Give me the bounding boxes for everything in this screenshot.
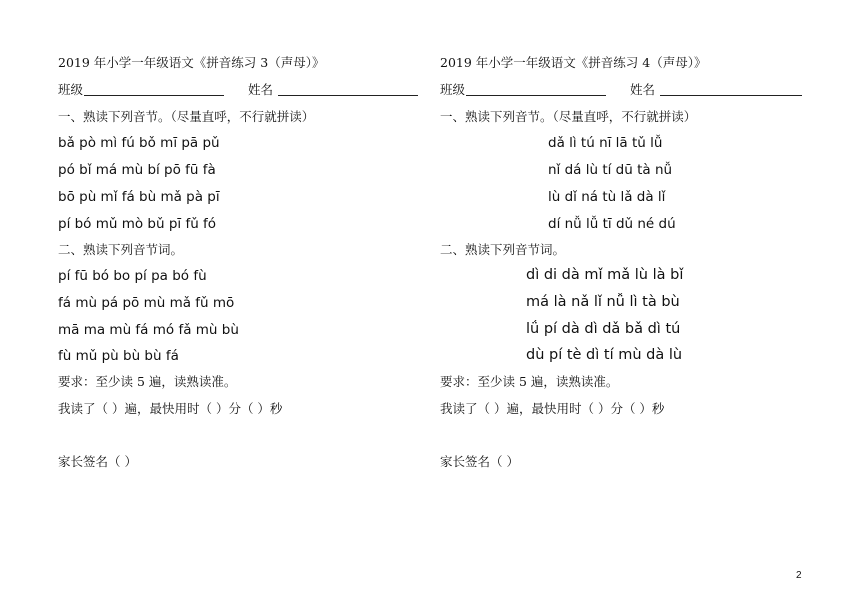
syllable-row: pó bǐ má mù bí pō fū fà (58, 162, 216, 178)
syllable-row: lù dǐ ná tù lǎ dà lǐ (548, 189, 666, 205)
section1-heading: 一、熟读下列音节。（尽量直呼，不行就拼读） (440, 109, 697, 124)
syllable-row: bǎ pò mì fú bǒ mī pā pǔ (58, 135, 220, 151)
worksheet-title: 2019 年小学一年级语文《拼音练习 3（声母）》 (58, 55, 325, 70)
word-row: mā ma mù fá mó fǎ mù bù (58, 322, 239, 338)
requirement-text: 要求：至少读 5 遍，读熟读准。 (58, 374, 237, 389)
worksheet-left (58, 0, 438, 608)
class-label: 班级 (440, 82, 466, 97)
section2-heading: 二、熟读下列音节词。 (440, 242, 566, 257)
word-row: lǘ pí dà dì dǎ bǎ dì tú (526, 321, 681, 337)
class-blank (466, 95, 606, 96)
parent-signature: 家长签名（ ） (440, 454, 519, 469)
word-row: fá mù pá pō mù mǎ fǔ mō (58, 295, 235, 311)
syllable-row: dǎ lì tú nī lā tǔ lǚ (548, 135, 663, 151)
class-label: 班级 (58, 82, 84, 97)
parent-signature: 家长签名（ ） (58, 454, 137, 469)
word-row: má là nǎ lǐ nǚ lì tà bù (526, 294, 680, 310)
word-row: pí fū bó bo pí pa bó fù (58, 268, 207, 284)
syllable-row: dí nǚ lǚ tī dǔ né dú (548, 216, 676, 232)
word-row: dù pí tè dì tí mù dà lù (526, 347, 683, 363)
name-blank (660, 95, 802, 96)
worksheet-right (440, 0, 820, 608)
page-number: 2 (796, 570, 802, 581)
name-label: 姓名 (630, 82, 656, 97)
reading-record: 我读了（ ）遍，最快用时（ ）分（ ）秒 (58, 401, 283, 416)
class-blank (84, 95, 224, 96)
word-row: fù mǔ pù bù bù fá (58, 348, 179, 364)
reading-record: 我读了（ ）遍，最快用时（ ）分（ ）秒 (440, 401, 665, 416)
syllable-row: bō pù mǐ fá bù mǎ pà pī (58, 189, 220, 205)
section1-heading: 一、熟读下列音节。（尽量直呼，不行就拼读） (58, 109, 315, 124)
requirement-text: 要求：至少读 5 遍，读熟读准。 (440, 374, 619, 389)
name-label: 姓名 (248, 82, 274, 97)
name-blank (278, 95, 418, 96)
section2-heading: 二、熟读下列音节词。 (58, 242, 184, 257)
worksheet-title: 2019 年小学一年级语文《拼音练习 4（声母）》 (440, 55, 707, 70)
syllable-row: pí bó mǔ mò bǔ pī fǔ fó (58, 216, 217, 232)
word-row: dì di dà mǐ mǎ lù là bǐ (526, 267, 684, 283)
syllable-row: nǐ dá lù tí dū tà nǚ (548, 162, 673, 178)
